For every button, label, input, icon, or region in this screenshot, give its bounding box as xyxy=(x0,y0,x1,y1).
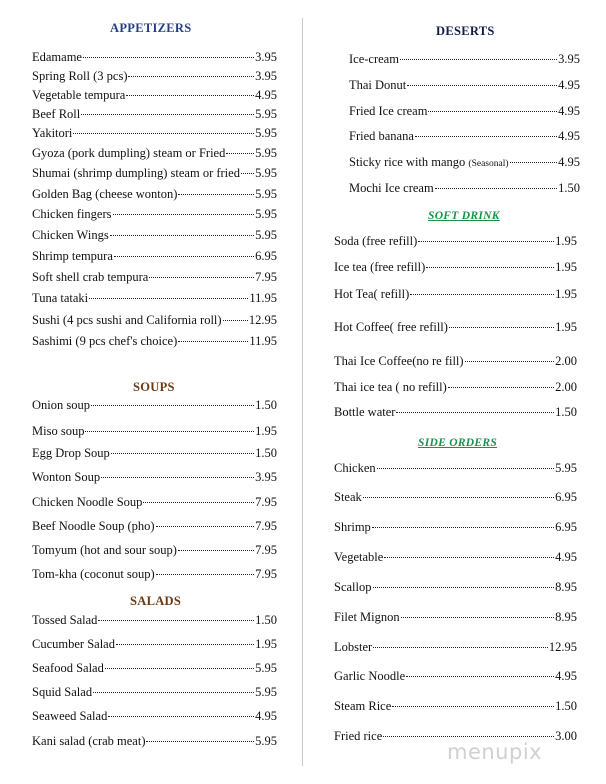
dot-leader xyxy=(448,387,554,388)
item-name: Soda (free refill) xyxy=(334,234,418,248)
menu-item xyxy=(334,669,577,685)
menu-item xyxy=(32,685,277,701)
dot-leader xyxy=(406,676,554,677)
menu-item xyxy=(334,580,577,596)
salads-heading: SALADS xyxy=(130,594,182,608)
menu-item xyxy=(334,640,577,656)
item-name: Lobster xyxy=(334,640,373,654)
dot-leader xyxy=(401,617,554,618)
menu-item xyxy=(32,709,277,725)
item-name: Bottle water xyxy=(334,405,396,419)
item-price: 11.95 xyxy=(249,291,277,305)
item-name: Mochi Ice cream xyxy=(349,181,434,195)
item-name: Spring Roll (3 pcs) xyxy=(32,69,128,83)
item-price: 6.95 xyxy=(555,520,577,534)
item-name: Edamame xyxy=(32,50,82,64)
item-name: Shrimp tempura xyxy=(32,249,113,263)
dot-leader xyxy=(223,320,248,321)
dot-leader xyxy=(114,256,254,257)
item-name: Tomyum (hot and sour soup) xyxy=(32,543,177,557)
dot-leader xyxy=(116,644,254,645)
item-name: Hot Coffee( free refill) xyxy=(334,320,448,334)
item-price: 7.95 xyxy=(255,495,277,509)
item-price: 8.95 xyxy=(555,610,577,624)
dot-leader xyxy=(156,574,254,575)
dot-leader xyxy=(128,76,254,77)
dot-leader xyxy=(93,692,254,693)
item-price: 1.50 xyxy=(255,398,277,412)
side-orders-heading: SIDE ORDERS xyxy=(418,437,498,449)
dot-leader xyxy=(363,497,554,498)
item-price: 5.95 xyxy=(255,685,277,699)
dot-leader xyxy=(91,405,254,406)
menu-item xyxy=(32,424,277,440)
item-name: Chicken xyxy=(334,461,376,475)
dot-leader xyxy=(101,477,254,478)
item-price: 1.95 xyxy=(255,637,277,651)
item-name: Golden Bag (cheese wonton) xyxy=(32,187,178,201)
item-price: 5.95 xyxy=(255,126,277,140)
item-price: 2.00 xyxy=(555,354,577,368)
dot-leader xyxy=(465,361,555,362)
item-name: Egg Drop Soup xyxy=(32,446,110,460)
menu-item xyxy=(349,181,580,197)
menu-item xyxy=(32,519,277,535)
item-name: Kani salad (crab meat) xyxy=(32,734,146,748)
dot-leader xyxy=(89,298,248,299)
dot-leader xyxy=(85,431,254,432)
dot-leader xyxy=(81,114,254,115)
item-name: Vegetable tempura xyxy=(32,88,126,102)
dot-leader xyxy=(241,173,254,174)
menu-item xyxy=(334,461,577,477)
menu-item xyxy=(32,291,277,307)
dot-leader xyxy=(111,453,254,454)
item-name: Beef Roll xyxy=(32,107,81,121)
dot-leader xyxy=(178,341,248,342)
item-name: Cucumber Salad xyxy=(32,637,115,651)
menu-item xyxy=(32,313,277,329)
dot-leader xyxy=(428,111,557,112)
item-name: Soft shell crab tempura xyxy=(32,270,149,284)
item-name: Fried banana xyxy=(349,129,414,143)
dot-leader xyxy=(73,133,254,134)
column-divider xyxy=(302,18,303,766)
menu-item xyxy=(32,470,277,486)
item-price: 4.95 xyxy=(555,669,577,683)
item-name: Tossed Salad xyxy=(32,613,98,627)
item-name: Miso soup xyxy=(32,424,85,438)
menupix-watermark: menupix xyxy=(447,740,543,764)
menu-item xyxy=(334,320,577,336)
menu-item xyxy=(32,249,277,265)
item-name: Vegetable xyxy=(334,550,384,564)
menu-item xyxy=(32,398,277,414)
item-name: Steak xyxy=(334,490,362,504)
menu-item xyxy=(32,146,277,162)
menu-item xyxy=(32,166,277,182)
item-price: 6.95 xyxy=(255,249,277,263)
item-price: 1.50 xyxy=(255,613,277,627)
item-price: 5.95 xyxy=(255,166,277,180)
item-price: 4.95 xyxy=(558,129,580,143)
dot-leader xyxy=(178,194,254,195)
dot-leader xyxy=(377,468,554,469)
menu-item xyxy=(334,520,577,536)
dot-leader xyxy=(156,526,255,527)
menu-item xyxy=(334,354,577,370)
menu-item xyxy=(334,699,577,715)
item-price: 4.95 xyxy=(558,78,580,92)
item-price: 11.95 xyxy=(249,334,277,348)
item-price: 12.95 xyxy=(248,313,277,327)
menu-item xyxy=(32,543,277,559)
dot-leader xyxy=(373,587,555,588)
dot-leader xyxy=(392,706,554,707)
menu-item xyxy=(334,490,577,506)
item-name: Scallop xyxy=(334,580,372,594)
item-price: 5.95 xyxy=(255,734,277,748)
item-price: 3.95 xyxy=(255,69,277,83)
item-name: Yakitori xyxy=(32,126,73,140)
dot-leader xyxy=(149,277,254,278)
menu-item xyxy=(32,567,277,583)
dot-leader xyxy=(510,162,558,163)
item-price: 7.95 xyxy=(255,270,277,284)
item-price: 4.95 xyxy=(255,88,277,102)
dot-leader xyxy=(372,527,554,528)
dot-leader xyxy=(110,235,254,236)
item-name: Chicken Wings xyxy=(32,228,109,242)
menu-item xyxy=(32,613,277,629)
menu-item xyxy=(32,187,277,203)
dot-leader xyxy=(396,412,554,413)
dot-leader xyxy=(143,502,254,503)
item-price: 2.00 xyxy=(555,380,577,394)
menu-item xyxy=(334,260,577,276)
menu-item xyxy=(32,69,277,85)
item-price: 1.95 xyxy=(555,260,577,274)
item-price: 1.50 xyxy=(555,699,577,713)
item-name: Tuna tataki xyxy=(32,291,89,305)
item-price: 5.95 xyxy=(255,187,277,201)
dot-leader xyxy=(113,214,255,215)
dot-leader xyxy=(373,647,548,648)
item-price: 7.95 xyxy=(255,543,277,557)
item-price: 7.95 xyxy=(255,567,277,581)
menu-item xyxy=(349,155,580,171)
dot-leader xyxy=(146,741,254,742)
dot-leader xyxy=(449,327,554,328)
item-name: Seafood Salad xyxy=(32,661,104,675)
menu-item xyxy=(32,661,277,677)
item-price: 5.95 xyxy=(255,107,277,121)
item-name: Seaweed Salad xyxy=(32,709,108,723)
menu-item xyxy=(32,270,277,286)
menu-item xyxy=(32,88,277,104)
item-name: Hot Tea( refill) xyxy=(334,287,410,301)
item-name: Wonton Soup xyxy=(32,470,101,484)
item-price: 5.95 xyxy=(255,146,277,160)
menu-item xyxy=(32,50,277,66)
item-name: Fried rice xyxy=(334,729,383,743)
dot-leader xyxy=(407,85,557,86)
dot-leader xyxy=(384,557,554,558)
item-price: 1.95 xyxy=(555,320,577,334)
item-price: 1.50 xyxy=(558,181,580,195)
item-price: 7.95 xyxy=(255,519,277,533)
item-price: 5.95 xyxy=(255,207,277,221)
menu-item xyxy=(32,107,277,123)
menu-item xyxy=(334,287,577,303)
item-name: Thai Donut xyxy=(349,78,407,92)
item-name: Beef Noodle Soup (pho) xyxy=(32,519,155,533)
item-price: 8.95 xyxy=(555,580,577,594)
menu-item xyxy=(334,234,577,250)
item-name: Squid Salad xyxy=(32,685,93,699)
item-price: 1.95 xyxy=(255,424,277,438)
menu-item xyxy=(334,550,577,566)
dot-leader xyxy=(108,716,254,717)
item-price: 5.95 xyxy=(255,228,277,242)
deserts-heading: DESERTS xyxy=(436,24,495,38)
dot-leader xyxy=(178,550,254,551)
item-price: 1.50 xyxy=(555,405,577,419)
menu-item xyxy=(334,405,577,421)
menu-item xyxy=(32,126,277,142)
item-name: Sashimi (9 pcs chef's choice) xyxy=(32,334,178,348)
menu-item xyxy=(349,129,580,145)
menu-item xyxy=(32,495,277,511)
item-price: 3.95 xyxy=(255,50,277,64)
soups-heading: SOUPS xyxy=(133,380,175,394)
item-price: 6.95 xyxy=(555,490,577,504)
menu-item xyxy=(32,446,277,462)
appetizers-heading: APPETIZERS xyxy=(110,21,192,35)
dot-leader xyxy=(415,136,557,137)
item-name: Steam Rice xyxy=(334,699,392,713)
item-price: 1.95 xyxy=(555,287,577,301)
menu-item xyxy=(334,380,577,396)
dot-leader xyxy=(426,267,554,268)
item-name: Chicken Noodle Soup xyxy=(32,495,143,509)
menu-item xyxy=(334,610,577,626)
item-name: Ice-cream xyxy=(349,52,399,66)
item-name: Shrimp xyxy=(334,520,371,534)
menu-item xyxy=(349,104,580,120)
menu-item xyxy=(32,207,277,223)
item-price: 3.95 xyxy=(255,470,277,484)
menu-item xyxy=(349,52,580,68)
dot-leader xyxy=(418,241,554,242)
item-name: Sticky rice with mango (Seasonal) xyxy=(349,155,509,169)
item-name: Filet Mignon xyxy=(334,610,400,624)
dot-leader xyxy=(383,736,554,737)
item-price: 4.95 xyxy=(558,155,580,169)
dot-leader xyxy=(105,668,254,669)
menu-item xyxy=(32,334,277,350)
menu-item xyxy=(32,228,277,244)
menu-item xyxy=(349,78,580,94)
dot-leader xyxy=(83,57,254,58)
item-price: 5.95 xyxy=(555,461,577,475)
item-price: 3.95 xyxy=(558,52,580,66)
item-price: 1.50 xyxy=(255,446,277,460)
item-name: Chicken fingers xyxy=(32,207,112,221)
dot-leader xyxy=(410,294,554,295)
dot-leader xyxy=(226,153,254,154)
item-name: Sushi (4 pcs sushi and California roll) xyxy=(32,313,222,327)
item-price: 5.95 xyxy=(255,661,277,675)
dot-leader xyxy=(435,188,557,189)
item-price: 4.95 xyxy=(555,550,577,564)
item-name: Thai Ice Coffee(no re fill) xyxy=(334,354,464,368)
item-name: Thai ice tea ( no refill) xyxy=(334,380,447,394)
dot-leader xyxy=(98,620,254,621)
item-name: Garlic Noodle xyxy=(334,669,406,683)
item-note: (Seasonal) xyxy=(468,159,509,169)
item-price: 4.95 xyxy=(558,104,580,118)
dot-leader xyxy=(400,59,557,60)
menu-item xyxy=(32,734,277,750)
item-name: Onion soup xyxy=(32,398,90,412)
item-price: 4.95 xyxy=(255,709,277,723)
item-name: Shumai (shrimp dumpling) steam or fried xyxy=(32,166,240,180)
item-name: Fried Ice cream xyxy=(349,104,428,118)
item-name: Ice tea (free refill) xyxy=(334,260,426,274)
menu-item xyxy=(32,637,277,653)
item-price: 12.95 xyxy=(548,640,577,654)
soft-drink-heading: SOFT DRINK xyxy=(428,210,500,222)
item-name: Gyoza (pork dumpling) steam or Fried xyxy=(32,146,226,160)
item-price: 1.95 xyxy=(555,234,577,248)
item-price: 3.00 xyxy=(555,729,577,743)
item-name: Tom-kha (coconut soup) xyxy=(32,567,155,581)
dot-leader xyxy=(126,95,254,96)
